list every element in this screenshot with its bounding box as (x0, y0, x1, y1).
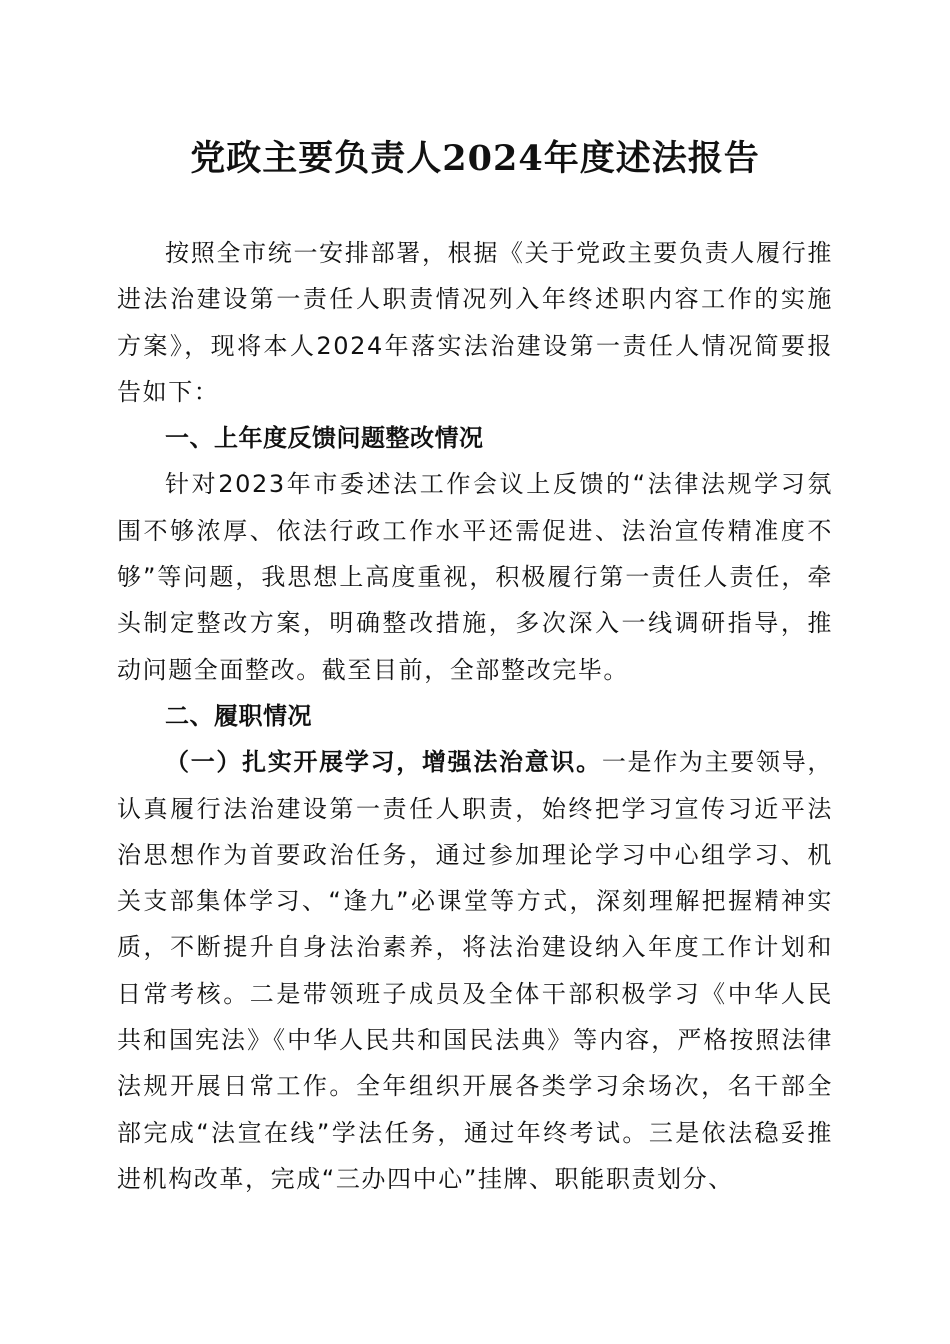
section1-heading: 一、上年度反馈问题整改情况 (165, 424, 484, 453)
section1-paragraph: 针对2023年市委述法工作会议上反馈的“法律法规学习氛围不够浓厚、依法行政工作水平还需促进、法治宣传精准度不够”等问题，我思想上高度重视，积极履行第一责任人责任，牵头制定整改方案，明确整改措施，多次深入一线调研指导，推动问题全面整改。截至目前，全部整改完毕。 (117, 470, 833, 684)
section2-subsection1-text: 一是作为主要领导，认真履行法治建设第一责任人职责，始终把学习宣传习近平法治思想作为首要政治任务，通过参加理论学习中心组学习、机关支部集体学习、“逢九”必课堂等方式，深刻理解把握精神实质，不断提升自身法治素养，将法治建设纳入年度工作计划和日常考核。二是带领班子成员及全体干部积极学习《中华人民共和国宪法》《中华人民共和国民法典》等内容，严格按照法律法规开展日常工作。全年组织开展各类学习余场次，名干部全部完成“法宣在线”学法任务，通过年终考试。三是依法稳妥推进机构改革，完成“三办四中心”挂牌、职能职责划分、 (117, 748, 833, 1193)
section2-heading: 二、履职情况 (165, 701, 312, 730)
intro-paragraph: 按照全市统一安排部署，根据《关于党政主要负责人履行推进法治建设第一责任人职责情况列入年终述职内容工作的实施方案》，现将本人2024年落实法治建设第一责任人情况简要报告如下： (117, 239, 833, 406)
section2-subsection1-paragraph (117, 739, 833, 1202)
section2-subsection1-lead: （一）扎实开展学习，增强法治意识。 (165, 748, 602, 777)
document-body (117, 230, 833, 1202)
document-title: 党政主要负责人2024年度述法报告 (190, 138, 760, 179)
